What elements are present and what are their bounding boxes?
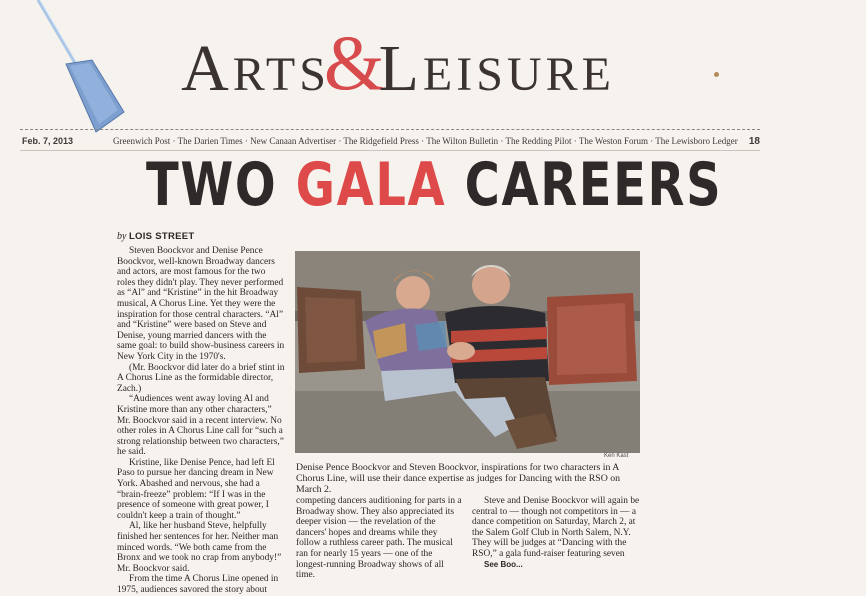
paragraph: Kristine, like Denise Pence, had left El Paso to pursue her dancing dream in New York. Abashed and nervous, she had a “brain-freeze” problem: “If I was in the presence of someone with great power, I couldn't keep a train of thought.” <box>117 457 275 521</box>
paper-list: Greenwich Post · The Darien Times · New Canaan Advertiser · The Ridgefield Press · The Wilton Bulletin · The Redding Pilot · The Weston Forum · The Lewisboro Ledger <box>113 136 738 146</box>
top-rule <box>20 129 760 130</box>
paragraph: Steve and Denise Boockvor will again be central to — though not competitors in — a dance competition on Saturday, March 2, at the Salem Golf Club in North Salem, N.Y. They will be judges at “Dancing with the RSO,” a gala fund-raiser featuring seven <box>472 496 640 559</box>
article-photo <box>295 251 640 453</box>
paragraph: “Audiences went away loving Al and Kristine more than any other characters,” Mr. Boockvor said in a recent interview. No other roles in A Chorus Line call for “such a strong relationship between two characters,” he said. <box>117 394 284 458</box>
byline <box>117 231 195 242</box>
article-column-middle <box>296 496 464 581</box>
article-column-right <box>472 496 640 569</box>
headline-word-1: TWO <box>146 150 278 220</box>
paragraph: Steven Boockvor and Denise Pence Boockvor, well-known Broadway dancers and actors, are most famous for the two roles they didn't play. They never performed as “Al” and “Kristine” in the hit Broadway musical, A Chorus Line. Yet they were the inspiration for those central characters. “Al” and “Kristine” were based on Steve and Denise, young married dancers with the same goal: to build show-business careers in New York City in the 1970's. <box>117 246 285 362</box>
byline-author: LOIS STREET <box>128 231 195 242</box>
paragraph: Al, like her husband Steve, helpfully finished her sentences for her. Neither man minced words. “We both came from the Bronx and we took no crap from anybody!” Mr. Boockvor said. <box>117 521 282 574</box>
paragraph: competing dancers auditioning for parts in a Broadway show. They also appreciated its deeper vision — the revelation of the dancers' hopes and dreams while they follow a ruthless career path. The musical ran for nearly 15 years — one of the longest-running Broadway shows of all time. <box>296 496 462 581</box>
photo-credit: Ken Kast <box>604 453 629 459</box>
headline-word-2: GALA <box>295 150 447 220</box>
ornament-dot <box>714 72 719 77</box>
article-column-left <box>117 246 285 595</box>
section-masthead <box>78 19 718 106</box>
photo-caption: Denise Pence Boockvor and Steven Boockvor, inspirations for two characters in A Chorus Line, will use their dance expertise as judges for Dancing with the RSO on March 2. <box>296 462 621 496</box>
masthead-leisure-rest: EISURE <box>422 48 615 101</box>
continued-line <box>472 560 640 571</box>
byline-by: by <box>117 231 127 242</box>
masthead-leisure-initial: L <box>378 32 423 105</box>
masthead-arts-initial: A <box>181 32 233 105</box>
paragraph: (Mr. Boockvor did later do a brief stint in A Chorus Line as the formidable director, Zach.) <box>117 362 285 394</box>
paragraph: From the time A Chorus Line opened in 1975, audiences savored the story about <box>117 574 279 595</box>
masthead-ampersand: & <box>323 19 385 106</box>
article-headline <box>146 150 756 220</box>
publication-info-line <box>22 134 760 148</box>
masthead-arts <box>181 32 330 105</box>
headline-word-3: CAREERS <box>464 150 723 220</box>
continuation-note: See Boo... <box>484 559 523 569</box>
page-number: 18 <box>748 135 760 147</box>
masthead-arts-rest: RTS <box>232 48 330 101</box>
issue-date: Feb. 7, 2013 <box>22 136 74 146</box>
masthead-leisure <box>378 32 615 105</box>
